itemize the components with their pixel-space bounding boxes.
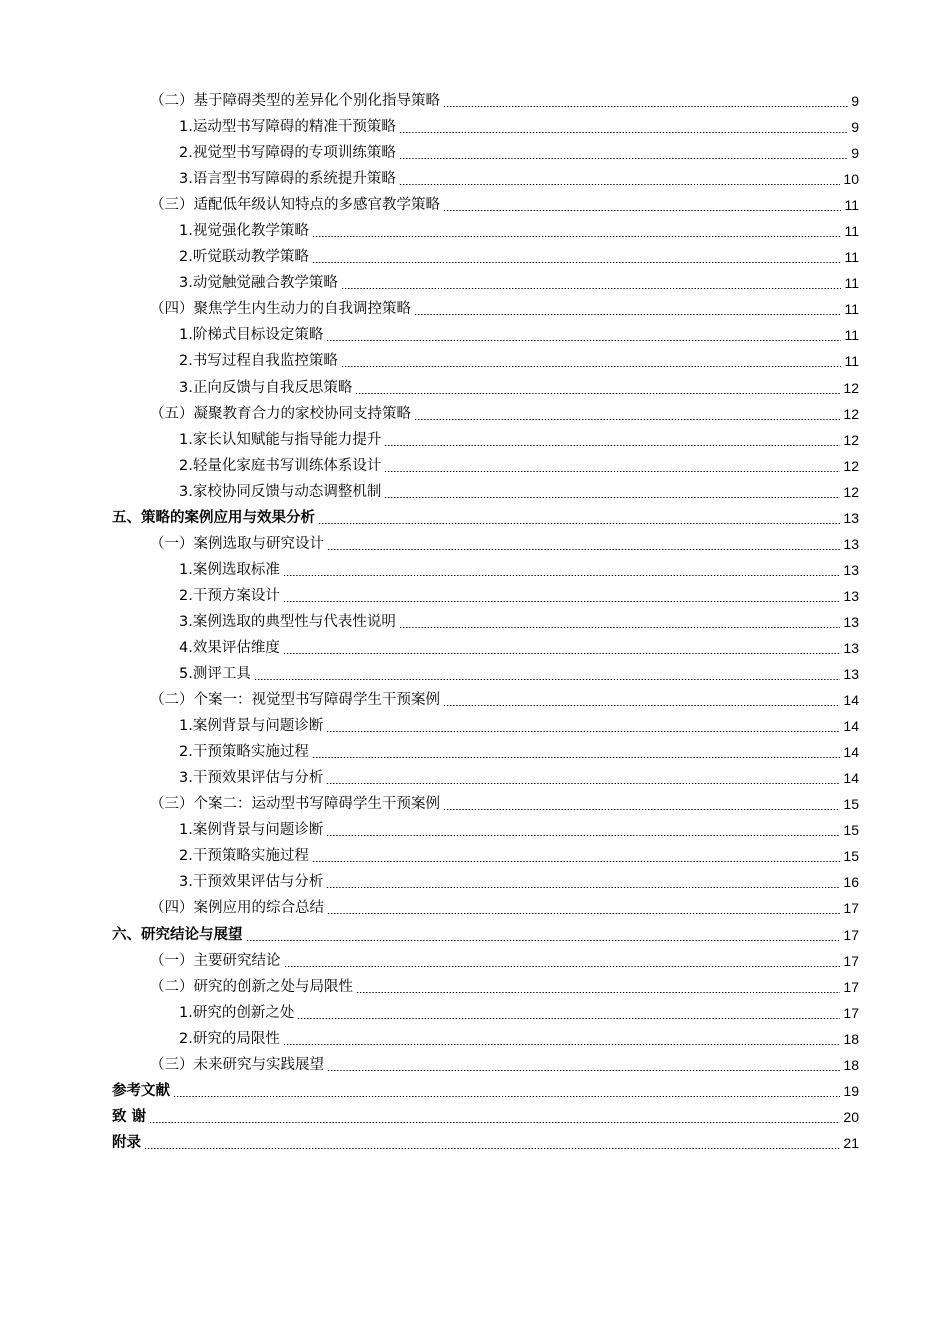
toc-entry-title[interactable]: 2.干预策略实施过程: [179, 744, 309, 761]
toc-entry-title[interactable]: （二）研究的创新之处与局限性: [150, 978, 353, 995]
toc-page-number[interactable]: 14: [843, 692, 859, 709]
toc-entry[interactable]: [0, 531, 950, 557]
toc-page-number[interactable]: 14: [843, 718, 859, 735]
toc-entry[interactable]: [0, 922, 950, 948]
toc-entry[interactable]: [0, 322, 950, 348]
toc-dot-leader: [144, 1148, 840, 1149]
toc-entry-title[interactable]: （四）聚焦学生内生动力的自我调控策略: [150, 301, 411, 318]
toc-entry-title[interactable]: 1.案例背景与问题诊断: [179, 718, 324, 735]
toc-entry-line: [179, 322, 859, 348]
toc-page-number[interactable]: 11: [844, 197, 859, 214]
toc-page-number[interactable]: 21: [843, 1134, 859, 1151]
toc-page-number[interactable]: 11: [844, 327, 859, 344]
toc-entry[interactable]: [0, 661, 950, 687]
toc-entry-title[interactable]: 3.语言型书写障碍的系统提升策略: [179, 171, 396, 188]
toc-entry-line: [150, 531, 859, 557]
toc-entry[interactable]: [0, 583, 950, 609]
toc-entry-line: [150, 974, 859, 1000]
toc-entry-line: [179, 140, 859, 166]
toc-entry-line: [179, 166, 859, 192]
toc-entry[interactable]: [0, 1000, 950, 1026]
toc-dot-leader: [312, 757, 841, 758]
toc-entry-title[interactable]: 2.轻量化家庭书写训练体系设计: [179, 457, 382, 474]
toc-page-number[interactable]: 11: [844, 249, 859, 266]
toc-entry[interactable]: [0, 296, 950, 322]
toc-dot-leader: [254, 679, 841, 680]
toc-entry-line: [150, 401, 859, 427]
toc-entry-line: [179, 1026, 859, 1052]
toc-entry[interactable]: [0, 453, 950, 479]
toc-dot-leader: [384, 471, 840, 472]
toc-entry[interactable]: [0, 687, 950, 713]
toc-entry-line: [179, 427, 859, 453]
toc-entry-title[interactable]: （四）案例应用的综合总结: [150, 900, 324, 917]
toc-page-number[interactable]: 13: [843, 613, 859, 630]
toc-entry-line: [179, 713, 859, 739]
toc-entry-line: [179, 1000, 859, 1026]
toc-entry-line: [179, 270, 859, 296]
toc-entry[interactable]: [0, 401, 950, 427]
toc-page-number[interactable]: 9: [851, 93, 859, 109]
toc-entry-line: [179, 244, 859, 270]
toc-dot-leader: [312, 262, 842, 263]
toc-dot-leader: [283, 575, 841, 576]
toc-entry[interactable]: [0, 635, 950, 661]
toc-entry[interactable]: [0, 609, 950, 635]
toc-page-number[interactable]: 17: [843, 978, 859, 995]
toc-entry-line: [150, 687, 859, 713]
toc-entry-title[interactable]: 2.研究的局限性: [179, 1030, 280, 1047]
toc-dot-leader: [443, 705, 840, 706]
toc-entry-line: [179, 635, 859, 661]
toc-entry-line: [150, 791, 859, 817]
toc-entry-line: [179, 114, 859, 140]
toc-page-number[interactable]: 10: [843, 171, 859, 188]
toc-dot-leader: [399, 158, 848, 159]
toc-dot-leader: [283, 1044, 841, 1045]
toc-entry[interactable]: [0, 192, 950, 218]
toc-page-number[interactable]: 11: [844, 275, 859, 292]
toc-page-number[interactable]: 13: [843, 666, 859, 683]
toc-dot-leader: [173, 1096, 840, 1097]
toc-dot-leader: [326, 731, 840, 732]
toc-entry-line: [112, 1104, 859, 1130]
toc-entry-line: [179, 817, 859, 843]
toc-dot-leader: [443, 106, 848, 107]
toc-page-number[interactable]: 17: [843, 952, 859, 969]
toc-entry-title[interactable]: 3.案例选取的典型性与代表性说明: [179, 613, 396, 630]
toc-entry-title[interactable]: 2.视觉型书写障碍的专项训练策略: [179, 145, 396, 162]
toc-entry[interactable]: [0, 479, 950, 505]
toc-entry[interactable]: [0, 817, 950, 843]
toc-entry-title[interactable]: 1.案例背景与问题诊断: [179, 822, 324, 839]
toc-entry-title[interactable]: 3.正向反馈与自我反思策略: [179, 379, 353, 396]
toc-entry[interactable]: [0, 140, 950, 166]
toc-dot-leader: [149, 1122, 840, 1123]
toc-entry[interactable]: [0, 843, 950, 869]
toc-entry[interactable]: [0, 114, 950, 140]
toc-entry-title[interactable]: （一）主要研究结论: [150, 952, 281, 969]
toc-dot-leader: [327, 549, 840, 550]
toc-entry-title[interactable]: 3.动觉触觉融合教学策略: [179, 275, 338, 292]
toc-page-number[interactable]: 19: [843, 1082, 859, 1099]
toc-entry-line: [179, 557, 859, 583]
toc-page-number[interactable]: 17: [843, 926, 859, 943]
toc-entry-title[interactable]: （三）个案二：运动型书写障碍学生干预案例: [150, 796, 440, 813]
toc-entry-title[interactable]: 六、研究结论与展望: [112, 926, 243, 943]
toc-page-number[interactable]: 11: [844, 301, 859, 318]
toc-entry-line: [179, 453, 859, 479]
toc-entry-title[interactable]: （三）未来研究与实践展望: [150, 1056, 324, 1073]
toc-dot-leader: [443, 210, 841, 211]
toc-dot-leader: [318, 523, 840, 524]
toc-dot-leader: [283, 653, 841, 654]
toc-page-number[interactable]: 11: [844, 223, 859, 240]
toc-dot-leader: [246, 940, 841, 941]
toc-page-number[interactable]: 14: [843, 770, 859, 787]
toc-entry-line: [179, 609, 859, 635]
toc-page-number[interactable]: 11: [844, 353, 859, 370]
toc-entry-title[interactable]: 1.视觉强化教学策略: [179, 223, 309, 240]
toc-dot-leader: [443, 809, 840, 810]
toc-entry[interactable]: [0, 713, 950, 739]
toc-page-number[interactable]: 9: [851, 145, 859, 162]
toc-entry-title[interactable]: 2.书写过程自我监控策略: [179, 353, 338, 370]
toc-dot-leader: [284, 966, 841, 967]
toc-entry-line: [179, 218, 859, 244]
toc-page-number[interactable]: 12: [843, 379, 859, 396]
toc-dot-leader: [312, 236, 842, 237]
toc-entry[interactable]: [0, 505, 950, 531]
toc-entry-title[interactable]: （三）适配低年级认知特点的多感官教学策略: [150, 197, 440, 214]
toc-dot-leader: [326, 887, 840, 888]
toc-entry-line: [150, 192, 859, 218]
toc-entry-line: [112, 1078, 859, 1104]
toc-dot-leader: [327, 1070, 840, 1071]
toc-page-number[interactable]: 12: [843, 457, 859, 474]
toc-page-number[interactable]: 12: [843, 483, 859, 500]
toc-entry-line: [179, 583, 859, 609]
toc-entry-title[interactable]: 参考文献: [112, 1082, 170, 1099]
toc-entry[interactable]: [0, 974, 950, 1000]
toc-page-number[interactable]: 12: [843, 431, 859, 448]
toc-entry-title[interactable]: 4.效果评估维度: [179, 639, 280, 656]
toc-entry-title[interactable]: 3.干预效果评估与分析: [179, 874, 324, 891]
toc-page-number[interactable]: 17: [843, 900, 859, 917]
toc-entry-title[interactable]: （二）个案一：视觉型书写障碍学生干预案例: [150, 692, 440, 709]
toc-page-number[interactable]: 13: [843, 587, 859, 604]
toc-entry[interactable]: [0, 375, 950, 401]
toc-entry-line: [150, 948, 859, 974]
toc-page-number[interactable]: 15: [843, 796, 859, 813]
toc-entry-line: [179, 765, 859, 791]
toc-entry[interactable]: [0, 427, 950, 453]
toc-dot-leader: [384, 497, 840, 498]
toc-entry[interactable]: [0, 1078, 950, 1104]
toc-dot-leader: [326, 340, 841, 341]
toc-dot-leader: [326, 835, 840, 836]
toc-dot-leader: [341, 288, 842, 289]
toc-entry-title[interactable]: 1.运动型书写障碍的精准干预策略: [179, 119, 396, 136]
toc-entry-title[interactable]: 1.案例选取标准: [179, 561, 280, 578]
toc-entry-title[interactable]: 3.干预效果评估与分析: [179, 770, 324, 787]
toc-page-number[interactable]: 18: [843, 1030, 859, 1047]
toc-entry[interactable]: [0, 244, 950, 270]
toc-entry-title[interactable]: 附录: [112, 1134, 141, 1151]
toc-entry-line: [179, 348, 859, 374]
toc-dot-leader: [326, 783, 840, 784]
toc-entry[interactable]: [0, 348, 950, 374]
toc-entry[interactable]: [0, 791, 950, 817]
toc-dot-leader: [356, 992, 840, 993]
toc-dot-leader: [312, 861, 841, 862]
toc-page-number[interactable]: 17: [843, 1004, 859, 1021]
toc-page-number[interactable]: 12: [843, 405, 859, 422]
toc-entry-title[interactable]: 1.研究的创新之处: [179, 1004, 295, 1021]
toc-entry-title[interactable]: 5.测评工具: [179, 666, 251, 683]
toc-entry-line: [150, 296, 859, 322]
toc-entry-title[interactable]: 1.阶梯式目标设定策略: [179, 327, 324, 344]
toc-entry-line: [150, 1052, 859, 1078]
toc-page-number[interactable]: 13: [843, 639, 859, 656]
toc-entry[interactable]: [0, 948, 950, 974]
toc-dot-leader: [399, 184, 841, 185]
toc-page-number[interactable]: 13: [843, 535, 859, 552]
toc-page-number[interactable]: 14: [843, 744, 859, 761]
toc-entry[interactable]: [0, 166, 950, 192]
toc-entry[interactable]: [0, 270, 950, 296]
toc-entry[interactable]: [0, 1130, 950, 1156]
toc-entry-title[interactable]: 1.家长认知赋能与指导能力提升: [179, 431, 382, 448]
toc-page-number[interactable]: 13: [843, 561, 859, 578]
toc-dot-leader: [341, 366, 842, 367]
toc-page-number[interactable]: 15: [843, 848, 859, 865]
toc-entry[interactable]: [0, 218, 950, 244]
toc-entry-line: [112, 1130, 859, 1156]
toc-entry-title[interactable]: 致 谢: [112, 1108, 147, 1125]
toc-dot-leader: [297, 1018, 840, 1019]
toc-page-number[interactable]: 15: [843, 822, 859, 839]
toc-entry-line: [179, 661, 859, 687]
toc-entry[interactable]: [0, 1052, 950, 1078]
toc-entry-title[interactable]: （五）凝聚教育合力的家校协同支持策略: [150, 405, 411, 422]
toc-dot-leader: [283, 601, 841, 602]
toc-page-number[interactable]: 16: [843, 874, 859, 891]
toc-page-number[interactable]: 18: [843, 1056, 859, 1073]
toc-dot-leader: [355, 393, 840, 394]
toc-entry-line: [150, 895, 859, 921]
toc-entry-title[interactable]: 2.干预策略实施过程: [179, 848, 309, 865]
toc-dot-leader: [327, 913, 840, 914]
toc-entry[interactable]: [0, 557, 950, 583]
toc-entry[interactable]: [0, 895, 950, 921]
toc-dot-leader: [414, 419, 840, 420]
toc-page-number[interactable]: 13: [843, 509, 859, 526]
toc-dot-leader: [414, 314, 841, 315]
toc-entry[interactable]: [0, 1104, 950, 1130]
toc-page-number[interactable]: 9: [851, 119, 859, 136]
toc-entry[interactable]: [0, 739, 950, 765]
toc-entry[interactable]: [0, 765, 950, 791]
toc-entry-title[interactable]: （二）基于障碍类型的差异化个别化指导策略: [150, 93, 440, 109]
toc-dot-leader: [384, 445, 840, 446]
toc-entry-title[interactable]: （一）案例选取与研究设计: [150, 535, 324, 552]
toc-dot-leader: [399, 132, 848, 133]
toc-entry-title[interactable]: 3.家校协同反馈与动态调整机制: [179, 483, 382, 500]
toc-entry-line: [179, 375, 859, 401]
toc-entry[interactable]: [0, 869, 950, 895]
toc-entry-title[interactable]: 2.干预方案设计: [179, 587, 280, 604]
toc-entry[interactable]: [0, 1026, 950, 1052]
toc-entry-line: [150, 88, 859, 114]
toc-entry[interactable]: [0, 88, 950, 114]
table-of-contents: [0, 88, 950, 1156]
toc-entry-line: [179, 739, 859, 765]
toc-entry-line: [179, 869, 859, 895]
toc-entry-line: [179, 479, 859, 505]
toc-page-number[interactable]: 20: [843, 1108, 859, 1125]
toc-entry-line: [112, 922, 859, 948]
toc-entry-title[interactable]: 2.听觉联动教学策略: [179, 249, 309, 266]
toc-entry-line: [179, 843, 859, 869]
toc-entry-title[interactable]: 五、策略的案例应用与效果分析: [112, 509, 315, 526]
toc-entry-line: [112, 505, 859, 531]
toc-dot-leader: [399, 627, 841, 628]
